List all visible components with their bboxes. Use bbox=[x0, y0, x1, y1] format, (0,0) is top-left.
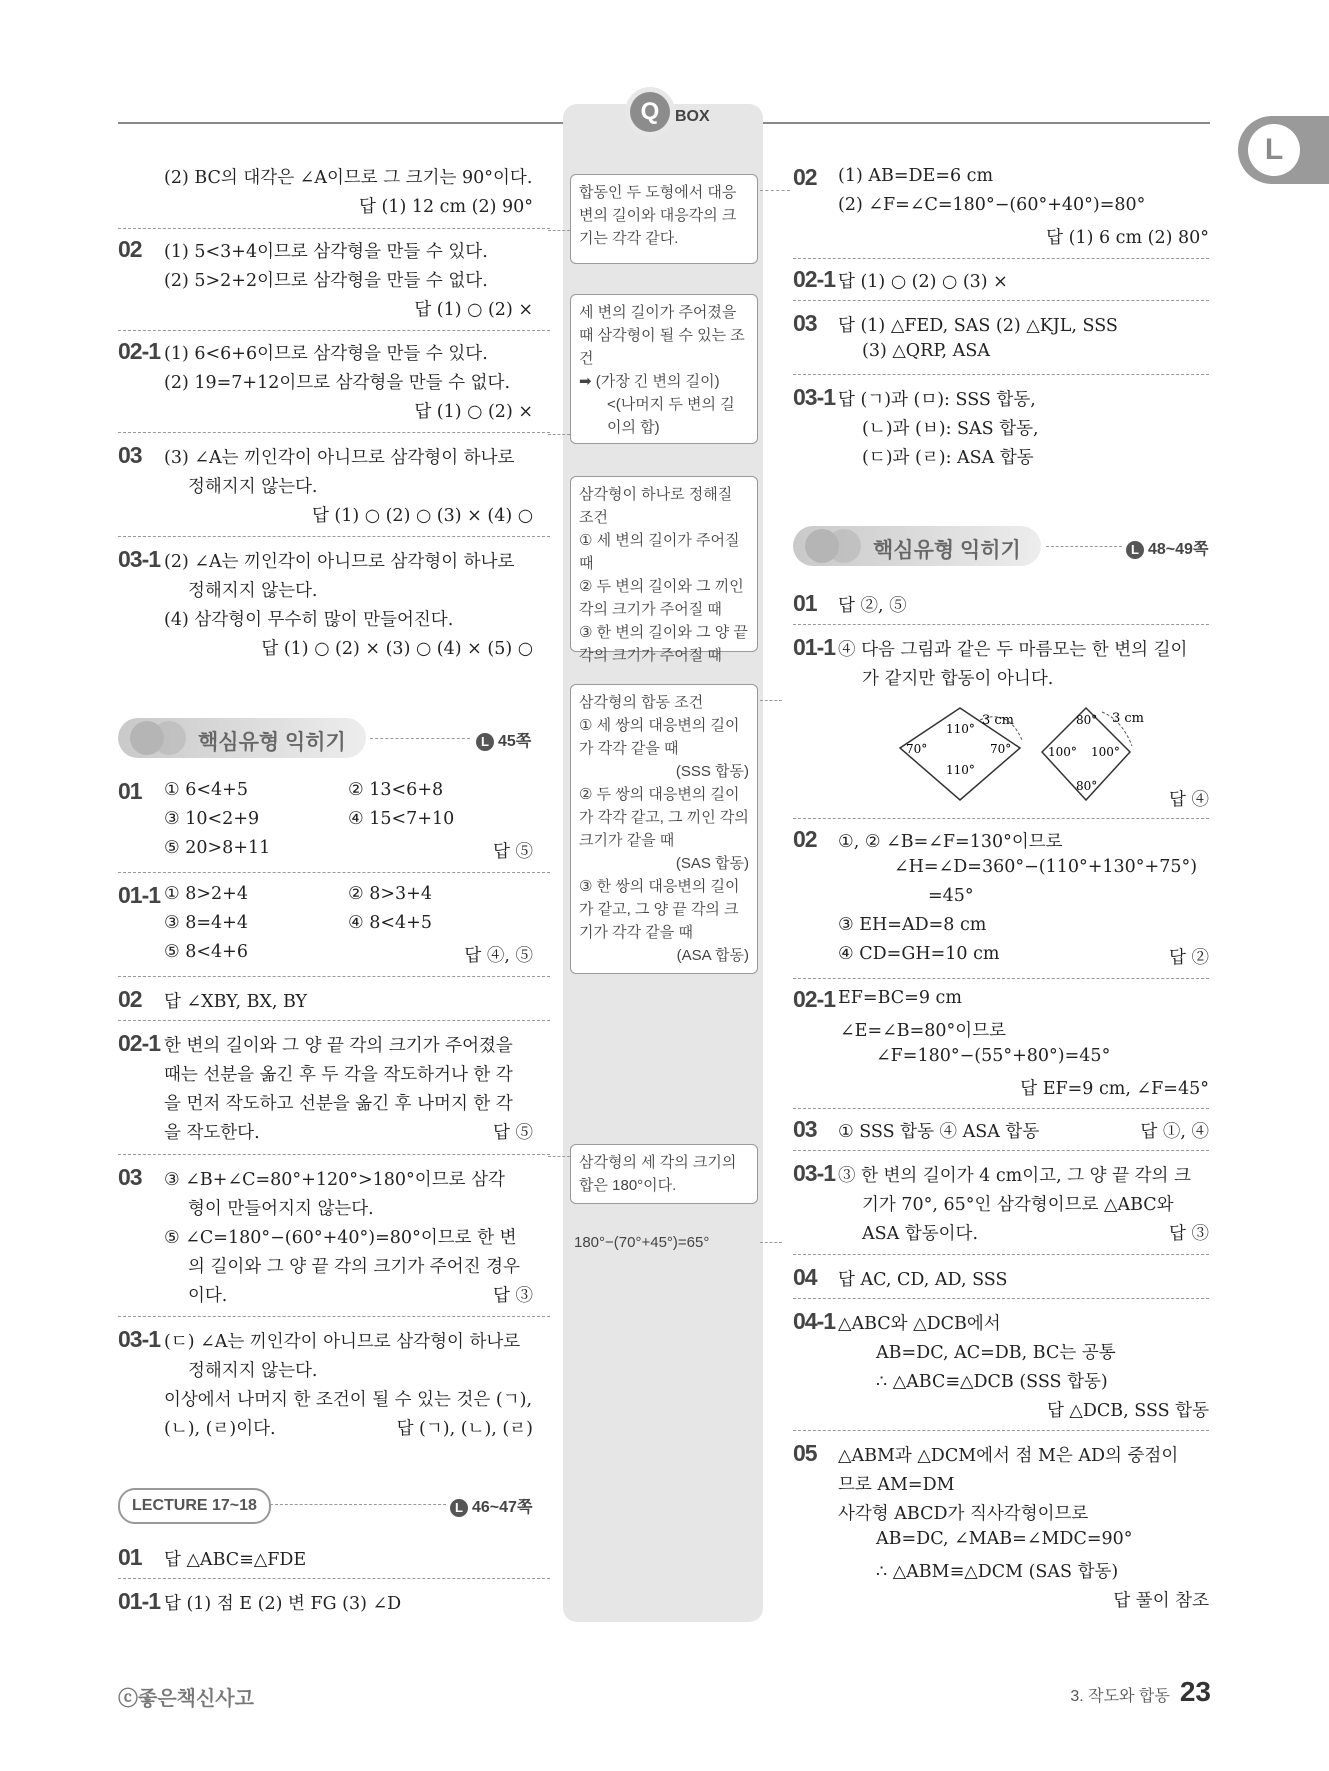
q-num: 02 bbox=[118, 986, 142, 1012]
r02a-text: (1) AB=DE=6 cm bbox=[838, 166, 994, 186]
answer: 답 AC, CD, AD, SSS bbox=[838, 1270, 1008, 1290]
choice: ③ 8=4+4 bbox=[164, 913, 248, 933]
qbox-q-icon: Q bbox=[630, 92, 670, 132]
tip-formula: 180°−(70°+45°)=65° bbox=[574, 1234, 710, 1251]
left-a31: 답 (1) ○ (2) × (3) ○ (4) × (5) ○ bbox=[261, 639, 533, 659]
tip-text: ③ 한 쌍의 대응변의 길이가 같고, 그 양 끝 각의 크기가 각각 같을 때 bbox=[579, 878, 740, 941]
divider bbox=[118, 872, 550, 873]
tip-box bbox=[570, 174, 758, 264]
q-num: 03 bbox=[118, 1164, 142, 1190]
connector bbox=[760, 1242, 782, 1243]
left-l31b: 정해지지 않는다. bbox=[188, 581, 318, 601]
text: (ㄷ) ∠A는 끼인각이 아니므로 삼각형이 하나로 bbox=[164, 1332, 521, 1352]
l-badge-icon: L bbox=[476, 733, 494, 751]
answer: 답 ①, ④ bbox=[1140, 1122, 1209, 1142]
choice: ④ 15<7+10 bbox=[348, 809, 455, 829]
choice: ① 6<4+5 bbox=[164, 780, 248, 800]
answer: (3) △QRP, ASA bbox=[862, 341, 990, 361]
answer: 답 ④ bbox=[1169, 790, 1209, 810]
publisher: ⓒ좋은책신사고 bbox=[118, 1688, 254, 1710]
r1-left: 70° bbox=[906, 742, 928, 756]
text: ① SSS 합동 ④ ASA 합동 bbox=[838, 1122, 1040, 1142]
banner-page-text: 45쪽 bbox=[498, 733, 532, 750]
text: EF=BC=9 cm bbox=[838, 988, 962, 1008]
text: =45° bbox=[928, 886, 974, 906]
left-l2a: (1) 5<3+4이므로 삼각형을 만들 수 있다. bbox=[164, 242, 488, 262]
answer: 답 ③ bbox=[1169, 1224, 1209, 1244]
chapter-title: 3. 작도와 합동 bbox=[1070, 1688, 1170, 1705]
text: 사각형 ABCD가 직사각형이므로 bbox=[838, 1504, 1089, 1524]
text: ③ 한 변의 길이가 4 cm이고, 그 양 끝 각의 크 bbox=[838, 1166, 1191, 1186]
tip-text: ① 세 쌍의 대응변의 길이가 각각 같을 때 bbox=[579, 717, 740, 757]
l-badge-icon: L bbox=[1126, 541, 1144, 559]
q-num: 04-1 bbox=[793, 1308, 836, 1334]
text: 형이 만들어지지 않는다. bbox=[188, 1199, 374, 1219]
banner-title: 핵심유형 익히기 bbox=[198, 731, 346, 754]
tip-text: <(나머지 두 변의 길이의 합) bbox=[607, 396, 735, 436]
tip-text: (SSS 합동) bbox=[675, 763, 749, 780]
text: ∠H=∠D=360°−(110°+130°+75°) bbox=[894, 857, 1198, 877]
tip-box bbox=[570, 684, 758, 974]
q-num: 01-1 bbox=[118, 1588, 161, 1614]
left-l1: (2) BC의 대각은 ∠A이므로 그 크기는 90°이다. bbox=[164, 168, 533, 188]
q-num: 01-1 bbox=[118, 882, 161, 908]
q-num: 03-1 bbox=[793, 1160, 836, 1186]
text: △ABC와 △DCB에서 bbox=[838, 1314, 1001, 1334]
page-number: 23 bbox=[1179, 1676, 1211, 1707]
text: ∴ △ABC≡△DCB (SSS 합동) bbox=[876, 1372, 1108, 1392]
left-l3a: (3) ∠A는 끼인각이 아니므로 삼각형이 하나로 bbox=[164, 448, 515, 468]
tip-text: ② 두 변의 길이와 그 끼인 각의 크기가 주어질 때 bbox=[579, 578, 744, 618]
banner-title: 핵심유형 익히기 bbox=[873, 539, 1021, 562]
divider bbox=[793, 978, 1209, 979]
text: AB=DC, ∠MAB=∠MDC=90° bbox=[876, 1529, 1133, 1549]
q-num: 02 bbox=[793, 826, 817, 852]
text: 가 같지만 합동이 아니다. bbox=[862, 669, 1054, 689]
text: ∴ △ABM≡△DCM (SAS 합동) bbox=[876, 1562, 1119, 1582]
q-num: 01-1 bbox=[793, 634, 836, 660]
choice: ⑤ 8<4+6 bbox=[164, 942, 248, 962]
q-num: 05 bbox=[793, 1440, 817, 1466]
left-l3b: 정해지지 않는다. bbox=[188, 477, 318, 497]
divider bbox=[793, 258, 1209, 259]
text: 의 길이와 그 양 끝 각의 크기가 주어진 경우 bbox=[188, 1257, 520, 1277]
left-a3: 답 (1) ○ (2) ○ (3) × (4) ○ bbox=[311, 506, 533, 526]
connector bbox=[548, 230, 570, 231]
divider bbox=[793, 1150, 1209, 1151]
tip-text: 세 변의 길이가 주어졌을 때 삼각형이 될 수 있는 조건 bbox=[579, 304, 745, 367]
left-a2: 답 (1) ○ (2) × bbox=[414, 300, 533, 320]
left-l21b: (2) 19=7+12이므로 삼각형을 만들 수 없다. bbox=[164, 373, 511, 393]
text: ①, ② ∠B=∠F=130°이므로 bbox=[838, 832, 1063, 852]
top-rule-right bbox=[763, 122, 1210, 124]
text: 을 작도한다. bbox=[164, 1123, 260, 1143]
left-l2b: (2) 5>2+2이므로 삼각형을 만들 수 없다. bbox=[164, 271, 488, 291]
lecture-tab-letter: L bbox=[1248, 124, 1300, 176]
answer: 답 ∠XBY, BX, BY bbox=[164, 992, 308, 1012]
tip-text: 삼각형의 합동 조건 bbox=[579, 694, 704, 711]
answer: 답 EF=9 cm, ∠F=45° bbox=[1020, 1079, 1209, 1099]
q-num: 02-1 bbox=[793, 986, 836, 1012]
answer: 답 (1) 점 E (2) 변 FG (3) ∠D bbox=[164, 1594, 402, 1614]
tip-box bbox=[570, 294, 758, 444]
rhombus-2 bbox=[1042, 708, 1144, 800]
r2-bottom: 80° bbox=[1076, 779, 1098, 793]
q-num: 04 bbox=[793, 1264, 817, 1290]
banner-circle bbox=[827, 529, 861, 563]
text: ④ CD=GH=10 cm bbox=[838, 944, 1000, 964]
divider bbox=[118, 1154, 550, 1155]
q-num: 01 bbox=[118, 1544, 142, 1570]
r2-side: 3 cm bbox=[1112, 711, 1145, 726]
left-l21a: (1) 6<6+6이므로 삼각형을 만들 수 있다. bbox=[164, 344, 488, 364]
connector bbox=[548, 434, 570, 435]
left-l31a: (2) ∠A는 끼인각이 아니므로 삼각형이 하나로 bbox=[164, 552, 515, 572]
text: ASA 합동이다. bbox=[862, 1224, 979, 1244]
answer: 답 ⑤ bbox=[493, 842, 533, 862]
connector bbox=[548, 1156, 570, 1157]
text: ④ 다음 그림과 같은 두 마름모는 한 변의 길이 bbox=[838, 640, 1188, 660]
q-num: 02-1 bbox=[793, 266, 836, 292]
rhombus-figure bbox=[890, 700, 1150, 810]
divider bbox=[118, 1316, 550, 1317]
q-num: 01 bbox=[793, 590, 817, 616]
divider bbox=[793, 818, 1209, 819]
answer: 답 (1) ○ (2) ○ (3) × bbox=[838, 272, 1008, 292]
divider bbox=[793, 1254, 1209, 1255]
text: ∠F=180°−(55°+80°)=45° bbox=[876, 1046, 1111, 1066]
answer: 답 (ㄱ)과 (ㅁ): SSS 합동, bbox=[838, 390, 1036, 410]
divider bbox=[118, 1578, 550, 1579]
choice: ③ 10<2+9 bbox=[164, 809, 260, 829]
r2-right: 100° bbox=[1091, 745, 1120, 759]
section-banner bbox=[118, 718, 366, 758]
text: 을 먼저 작도하고 선분을 옮긴 후 나머지 한 각 bbox=[164, 1094, 513, 1114]
answer: (ㄷ)과 (ㄹ): ASA 합동 bbox=[862, 448, 1034, 468]
choice: ⑤ 20>8+11 bbox=[164, 838, 271, 858]
answer: 답 ④, ⑤ bbox=[464, 946, 533, 966]
divider bbox=[118, 1020, 550, 1021]
banner-page bbox=[1126, 536, 1208, 559]
lecture-label: LECTURE 17~18 bbox=[118, 1488, 271, 1524]
answer: 답 ②, ⑤ bbox=[838, 596, 907, 616]
tip-box bbox=[570, 476, 758, 664]
divider bbox=[793, 624, 1209, 625]
answer: 답 △DCB, SSS 합동 bbox=[1046, 1401, 1209, 1421]
banner-page bbox=[476, 728, 531, 751]
tip-text: ① 세 변의 길이가 주어질 때 bbox=[579, 532, 740, 572]
r1-side: 3 cm bbox=[982, 713, 1015, 728]
r1-right: 70° bbox=[990, 742, 1012, 756]
q-num: 01 bbox=[118, 778, 142, 804]
qbox-label: BOX bbox=[675, 108, 710, 125]
answer: (ㄴ)과 (ㅂ): SAS 합동, bbox=[862, 419, 1039, 439]
banner-circle bbox=[152, 721, 186, 755]
connector bbox=[760, 700, 782, 701]
q-num: 03 bbox=[793, 1116, 817, 1142]
answer: 답 ② bbox=[1169, 948, 1209, 968]
q-num: 02-1 bbox=[118, 338, 161, 364]
l-badge-icon: L bbox=[450, 1499, 468, 1517]
text: ③ EH=AD=8 cm bbox=[838, 915, 987, 935]
r2-left: 100° bbox=[1048, 745, 1077, 759]
lecture-page bbox=[450, 1494, 532, 1517]
q-num: 03 bbox=[118, 442, 142, 468]
text: 이다. bbox=[188, 1286, 228, 1306]
divider bbox=[793, 1108, 1209, 1109]
r2-top: 80° bbox=[1076, 713, 1098, 727]
text: ③ ∠B+∠C=80°+120°>180°이므로 삼각 bbox=[164, 1170, 505, 1190]
divider bbox=[118, 976, 550, 977]
answer: 답 ③ bbox=[493, 1286, 533, 1306]
divider bbox=[793, 1430, 1209, 1431]
tip-text: ③ 한 변의 길이와 그 양 끝 각의 크기가 주어질 때 bbox=[579, 624, 748, 664]
left-l31c: (4) 삼각형이 무수히 많이 만들어진다. bbox=[164, 610, 454, 630]
banner-page-text: 48~49쪽 bbox=[1148, 541, 1209, 558]
divider bbox=[793, 374, 1209, 375]
tip-box bbox=[570, 1144, 758, 1204]
left-a1: 답 (1) 12 cm (2) 90° bbox=[359, 197, 533, 217]
top-rule-left bbox=[118, 122, 563, 124]
q-num: 03 bbox=[793, 310, 817, 336]
text: 므로 AM=DM bbox=[838, 1475, 955, 1495]
text: 이상에서 나머지 한 조건이 될 수 있는 것은 (ㄱ), bbox=[164, 1390, 533, 1410]
tip-text: 삼각형의 세 각의 크기의 합은 180°이다. bbox=[579, 1154, 737, 1194]
choice: ② 13<6+8 bbox=[348, 780, 444, 800]
q-num: 02 bbox=[793, 164, 817, 190]
tip-text: ② 두 쌍의 대응변의 길이가 각각 같고, 그 끼인 각의 크기가 같을 때 bbox=[579, 786, 749, 849]
choice: ④ 8<4+5 bbox=[348, 913, 432, 933]
text: 때는 선분을 옮긴 후 두 각을 작도하거나 한 각 bbox=[164, 1065, 513, 1085]
lecture-page-text: 46~47쪽 bbox=[472, 1499, 533, 1516]
divider bbox=[118, 536, 550, 537]
tip-text: (ASA 합동) bbox=[676, 947, 749, 964]
answer: 답 (1) △FED, SAS (2) △KJL, SSS bbox=[838, 316, 1118, 336]
text: ∠E=∠B=80°이므로 bbox=[840, 1021, 1007, 1041]
rhombus-1 bbox=[900, 708, 1022, 800]
q-num: 02 bbox=[118, 236, 142, 262]
connector bbox=[760, 190, 790, 191]
choice: ② 8>3+4 bbox=[348, 884, 432, 904]
q-num: 03-1 bbox=[118, 546, 161, 572]
q-num: 02-1 bbox=[118, 1030, 161, 1056]
text: 한 변의 길이와 그 양 끝 각의 크기가 주어졌을 bbox=[164, 1036, 513, 1056]
answer: 답 풀이 참조 bbox=[1113, 1591, 1209, 1611]
answer: 답 (ㄱ), (ㄴ), (ㄹ) bbox=[396, 1419, 533, 1439]
tip-text: (SAS 합동) bbox=[675, 855, 749, 872]
r1-top: 110° bbox=[946, 722, 975, 736]
answer: 답 ⑤ bbox=[493, 1123, 533, 1143]
left-a21: 답 (1) ○ (2) × bbox=[414, 402, 533, 422]
tip-text: ➡ (가장 긴 변의 길이) bbox=[579, 373, 720, 390]
divider bbox=[793, 1298, 1209, 1299]
choice: ① 8>2+4 bbox=[164, 884, 248, 904]
text: AB=DC, AC=DB, BC는 공통 bbox=[876, 1343, 1116, 1363]
text bbox=[838, 166, 993, 186]
text: △ABM과 △DCM에서 점 M은 AD의 중점이 bbox=[838, 1446, 1179, 1466]
text: 기가 70°, 65°인 삼각형이므로 △ABC와 bbox=[862, 1195, 1174, 1215]
tip-text: 삼각형이 하나로 정해질 조건 bbox=[579, 486, 733, 526]
divider bbox=[370, 738, 470, 739]
q-num: 03-1 bbox=[793, 384, 836, 410]
tip-text: 합동인 두 도형에서 대응변의 길이와 대응각의 크기는 각각 같다. bbox=[579, 184, 737, 247]
q-num: 03-1 bbox=[118, 1326, 161, 1352]
divider bbox=[118, 228, 550, 229]
answer: 답 △ABC≡△FDE bbox=[164, 1550, 307, 1570]
divider bbox=[118, 330, 550, 331]
divider bbox=[1046, 546, 1122, 547]
footer-info bbox=[1070, 1676, 1211, 1708]
divider bbox=[118, 432, 550, 433]
divider bbox=[270, 1504, 446, 1505]
answer: 답 (1) 6 cm (2) 80° bbox=[1046, 228, 1209, 248]
text: ⑤ ∠C=180°−(60°+40°)=80°이므로 한 변 bbox=[164, 1228, 517, 1248]
r1-bottom: 110° bbox=[946, 763, 975, 777]
section-banner bbox=[793, 526, 1041, 566]
text: (ㄴ), (ㄹ)이다. bbox=[164, 1419, 276, 1439]
text: (2) ∠F=∠C=180°−(60°+40°)=80° bbox=[838, 195, 1146, 215]
divider bbox=[793, 300, 1209, 301]
text: 정해지지 않는다. bbox=[188, 1361, 318, 1381]
